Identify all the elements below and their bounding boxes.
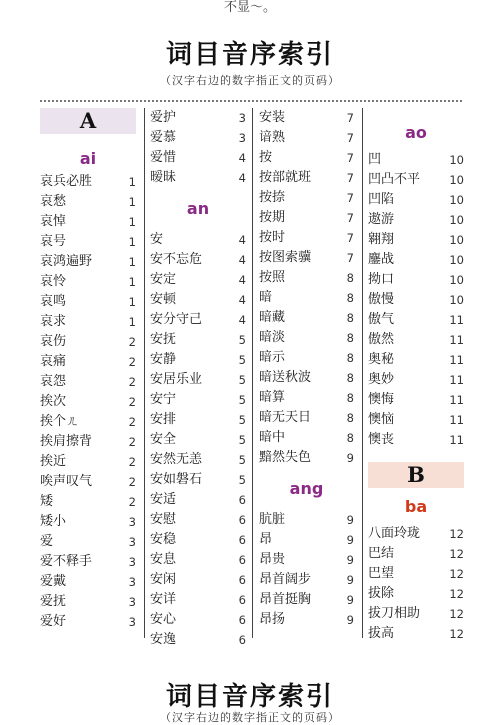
letter-header-b: B	[368, 462, 464, 488]
entry-page-number: 4	[238, 313, 246, 327]
entry-word: 安心	[150, 612, 177, 627]
entry-word: 矮	[40, 494, 54, 509]
entry-page-number: 11	[449, 353, 464, 367]
entry-page-number: 9	[346, 451, 354, 465]
entry-word: 傲慢	[368, 292, 395, 307]
index-entry	[150, 610, 246, 630]
entry-page-number: 9	[346, 613, 354, 627]
entry-page-number: 3	[128, 595, 136, 609]
entry-word: 懊丧	[368, 432, 395, 447]
index-entry	[40, 192, 136, 212]
entry-word: 安抚	[150, 332, 177, 347]
entry-word: 安息	[150, 552, 177, 567]
entry-page-number: 12	[449, 627, 464, 641]
entry-page-number: 11	[449, 413, 464, 427]
entry-word: 巴望	[368, 566, 395, 581]
previous-page-fragment: 不显～。	[223, 0, 276, 15]
index-entry	[40, 572, 136, 592]
index-entry	[259, 268, 354, 288]
index-entry	[368, 330, 464, 350]
entry-word: 肮脏	[259, 512, 286, 527]
entry-word: 谙熟	[259, 130, 286, 145]
index-entry	[40, 612, 136, 632]
index-entry	[368, 390, 464, 410]
entry-word: 暗藏	[259, 310, 286, 325]
entry-word: 安如磐石	[150, 472, 203, 487]
entry-page-number: 6	[238, 493, 246, 507]
entry-page-number: 7	[346, 131, 354, 145]
index-entry	[259, 248, 354, 268]
entry-word: 唉声叹气	[40, 474, 93, 489]
index-entry	[150, 630, 246, 650]
entry-page-number: 10	[449, 213, 464, 227]
entry-page-number: 10	[449, 153, 464, 167]
index-column-2	[150, 108, 246, 647]
entry-page-number: 5	[238, 413, 246, 427]
entry-page-number: 3	[128, 515, 136, 529]
entry-page-number: 7	[346, 231, 354, 245]
entry-page-number: 12	[449, 587, 464, 601]
entry-page-number: 2	[128, 335, 136, 349]
entry-word: 爱惜	[150, 150, 177, 165]
entry-word: 暗算	[259, 390, 286, 405]
entry-word: 按照	[259, 270, 286, 285]
index-entry	[259, 208, 354, 228]
index-entry	[368, 250, 464, 270]
entry-page-number: 2	[128, 415, 136, 429]
entry-word: 哀悼	[40, 214, 67, 229]
entry-page-number: 6	[238, 633, 246, 647]
column-divider	[252, 108, 253, 638]
index-entry	[259, 610, 354, 630]
entry-word: 安静	[150, 352, 177, 367]
entry-word: 凹陷	[368, 192, 395, 207]
entry-page-number: 2	[128, 375, 136, 389]
index-entry	[150, 450, 246, 470]
entry-page-number: 5	[238, 353, 246, 367]
entry-word: 昂	[259, 532, 273, 547]
entry-word: 安顿	[150, 292, 177, 307]
entry-page-number: 10	[449, 293, 464, 307]
entry-word: 按期	[259, 210, 286, 225]
entry-word: 哀鸣	[40, 294, 67, 309]
entry-page-number: 8	[346, 411, 354, 425]
entry-word: 傲然	[368, 332, 395, 347]
entry-page-number: 6	[238, 513, 246, 527]
entry-page-number: 11	[449, 373, 464, 387]
index-entry	[259, 510, 354, 530]
entry-word: 挨个ㄦ	[40, 414, 80, 429]
entry-page-number: 1	[128, 295, 136, 309]
entry-page-number: 12	[449, 567, 464, 581]
entry-page-number: 7	[346, 171, 354, 185]
column-divider	[362, 108, 363, 638]
index-entry	[368, 410, 464, 430]
entry-word: 安分守己	[150, 312, 203, 327]
index-entry	[40, 312, 136, 332]
entry-page-number: 11	[449, 393, 464, 407]
entry-page-number: 9	[346, 573, 354, 587]
entry-word: 爱抚	[40, 594, 67, 609]
entry-word: 暗无天日	[259, 410, 312, 425]
index-entry	[150, 230, 246, 250]
index-entry	[368, 430, 464, 450]
entry-word: 翱翔	[368, 232, 395, 247]
page-subtitle-repeat: （汉字右边的数字指正文的页码）	[160, 711, 340, 724]
index-entry	[368, 544, 464, 564]
index-entry	[259, 168, 354, 188]
entry-page-number: 9	[346, 513, 354, 527]
entry-page-number: 12	[449, 607, 464, 621]
entry-word: 按图索骥	[259, 250, 312, 265]
index-entry	[150, 128, 246, 148]
entry-page-number: 9	[346, 593, 354, 607]
index-entry	[150, 470, 246, 490]
dotted-divider	[40, 100, 462, 102]
entry-page-number: 12	[449, 547, 464, 561]
entry-word: 按时	[259, 230, 286, 245]
page-title: 词目音序索引	[165, 40, 334, 70]
entry-page-number: 10	[449, 173, 464, 187]
entry-word: 按	[259, 150, 273, 165]
index-entry	[259, 328, 354, 348]
syllable-header-an: an	[186, 199, 210, 218]
index-entry	[259, 550, 354, 570]
index-entry	[259, 348, 354, 368]
entry-page-number: 8	[346, 431, 354, 445]
index-entry	[259, 128, 354, 148]
entry-word: 安排	[150, 412, 177, 427]
entry-word: 拔刀相助	[368, 606, 421, 621]
entry-page-number: 2	[128, 495, 136, 509]
index-entry	[259, 148, 354, 168]
entry-page-number: 5	[238, 473, 246, 487]
entry-page-number: 3	[128, 555, 136, 569]
entry-word: 昂首阔步	[259, 572, 312, 587]
entry-page-number: 3	[128, 615, 136, 629]
entry-page-number: 4	[238, 293, 246, 307]
entry-page-number: 8	[346, 331, 354, 345]
index-entry	[259, 530, 354, 550]
entry-page-number: 6	[238, 573, 246, 587]
entry-page-number: 7	[346, 211, 354, 225]
index-entry	[40, 212, 136, 232]
index-entry	[259, 570, 354, 590]
index-entry	[259, 590, 354, 610]
entry-word: 哀怨	[40, 374, 67, 389]
entry-word: 凹	[368, 152, 382, 167]
index-entry	[259, 108, 354, 128]
entry-page-number: 8	[346, 391, 354, 405]
index-entry	[259, 228, 354, 248]
index-entry	[40, 392, 136, 412]
entry-word: 安逸	[150, 632, 177, 647]
index-entry	[40, 492, 136, 512]
entry-word: 拔高	[368, 626, 395, 641]
index-entry	[150, 570, 246, 590]
index-entry	[150, 168, 246, 188]
index-entry	[150, 290, 246, 310]
index-entry	[40, 332, 136, 352]
entry-word: 安然无恙	[150, 452, 203, 467]
entry-word: 哀兵必胜	[40, 174, 93, 189]
entry-word: 安	[150, 232, 164, 247]
entry-page-number: 1	[128, 275, 136, 289]
entry-page-number: 1	[128, 215, 136, 229]
index-entry	[40, 432, 136, 452]
index-entry	[259, 188, 354, 208]
entry-word: 懊恼	[368, 412, 395, 427]
entry-page-number: 7	[346, 151, 354, 165]
entry-word: 按部就班	[259, 170, 312, 185]
entry-word: 八面玲珑	[368, 526, 421, 541]
index-entry	[368, 584, 464, 604]
index-entry	[40, 532, 136, 552]
entry-page-number: 10	[449, 193, 464, 207]
index-entry	[40, 352, 136, 372]
entry-page-number: 5	[238, 373, 246, 387]
entry-word: 爱好	[40, 614, 67, 629]
entry-word: 哀求	[40, 314, 67, 329]
entry-page-number: 8	[346, 371, 354, 385]
entry-word: 昂贵	[259, 552, 286, 567]
index-entry	[150, 530, 246, 550]
index-entry	[40, 412, 136, 432]
syllable-header-ang: ang	[289, 479, 324, 498]
entry-word: 哀号	[40, 234, 67, 249]
entry-word: 哀痛	[40, 354, 67, 369]
entry-word: 暗送秋波	[259, 370, 312, 385]
entry-word: 哀伤	[40, 334, 67, 349]
entry-page-number: 6	[238, 593, 246, 607]
index-entry	[40, 272, 136, 292]
entry-word: 暗示	[259, 350, 286, 365]
entry-word: 遨游	[368, 212, 395, 227]
entry-word: 安全	[150, 432, 177, 447]
entry-word: 按捺	[259, 190, 286, 205]
index-entry	[40, 512, 136, 532]
index-entry	[259, 388, 354, 408]
entry-word: 爱戴	[40, 574, 67, 589]
entry-word: 奥秘	[368, 352, 395, 367]
index-entry	[368, 230, 464, 250]
entry-page-number: 2	[128, 435, 136, 449]
entry-page-number: 11	[449, 313, 464, 327]
entry-page-number: 4	[238, 273, 246, 287]
entry-word: 矮小	[40, 514, 67, 529]
entry-page-number: 3	[238, 111, 246, 125]
letter-header-a: A	[40, 108, 136, 134]
entry-page-number: 8	[346, 271, 354, 285]
entry-word: 挨肩擦背	[40, 434, 93, 449]
index-entry	[368, 564, 464, 584]
index-entry	[259, 308, 354, 328]
entry-word: 爱	[40, 534, 54, 549]
entry-page-number: 3	[128, 575, 136, 589]
entry-word: 奥妙	[368, 372, 395, 387]
index-entry	[368, 524, 464, 544]
entry-word: 挨近	[40, 454, 67, 469]
page-title-repeat: 词目音序索引	[165, 682, 334, 712]
index-entry	[40, 452, 136, 472]
entry-word: 哀怜	[40, 274, 67, 289]
index-entry	[150, 350, 246, 370]
syllable-header-ai: ai	[79, 149, 97, 168]
entry-page-number: 2	[128, 475, 136, 489]
entry-page-number: 8	[346, 291, 354, 305]
index-entry	[368, 150, 464, 170]
index-entry	[40, 592, 136, 612]
index-entry	[368, 210, 464, 230]
entry-page-number: 1	[128, 175, 136, 189]
index-entry	[40, 472, 136, 492]
entry-page-number: 6	[238, 553, 246, 567]
entry-word: 巴结	[368, 546, 395, 561]
index-entry	[368, 624, 464, 644]
entry-word: 安居乐业	[150, 372, 203, 387]
entry-word: 安装	[259, 110, 286, 125]
entry-page-number: 4	[238, 151, 246, 165]
entry-word: 安宁	[150, 392, 177, 407]
index-entry	[368, 270, 464, 290]
entry-page-number: 5	[238, 453, 246, 467]
index-entry	[259, 428, 354, 448]
entry-page-number: 4	[238, 253, 246, 267]
entry-word: 哀愁	[40, 194, 67, 209]
entry-word: 拔除	[368, 586, 395, 601]
entry-page-number: 1	[128, 315, 136, 329]
index-entry	[40, 552, 136, 572]
entry-page-number: 5	[238, 433, 246, 447]
index-entry	[150, 370, 246, 390]
index-entry	[40, 232, 136, 252]
entry-word: 安闲	[150, 572, 177, 587]
index-column-1	[40, 108, 136, 640]
column-divider	[144, 108, 145, 638]
index-entry	[150, 510, 246, 530]
entry-page-number: 5	[238, 333, 246, 347]
entry-word: 鏖战	[368, 252, 395, 267]
entry-word: 安慰	[150, 512, 177, 527]
entry-page-number: 2	[128, 455, 136, 469]
index-entry	[150, 550, 246, 570]
entry-word: 哀鸿遍野	[40, 254, 93, 269]
entry-page-number: 4	[238, 233, 246, 247]
entry-word: 昂扬	[259, 612, 286, 627]
index-entry	[150, 330, 246, 350]
entry-word: 安不忘危	[150, 252, 203, 267]
entry-word: 爱不释手	[40, 554, 93, 569]
entry-page-number: 10	[449, 233, 464, 247]
entry-word: 安适	[150, 492, 177, 507]
entry-page-number: 7	[346, 251, 354, 265]
entry-page-number: 1	[128, 255, 136, 269]
entry-page-number: 6	[238, 613, 246, 627]
index-entry	[150, 310, 246, 330]
entry-word: 暗淡	[259, 330, 286, 345]
index-entry	[150, 390, 246, 410]
entry-page-number: 8	[346, 311, 354, 325]
entry-page-number: 12	[449, 527, 464, 541]
index-entry	[259, 368, 354, 388]
index-entry	[259, 288, 354, 308]
index-entry	[150, 490, 246, 510]
entry-page-number: 3	[128, 535, 136, 549]
index-entry	[150, 430, 246, 450]
entry-word: 爱护	[150, 110, 177, 125]
index-entry	[150, 148, 246, 168]
index-entry	[259, 448, 354, 468]
index-entry	[40, 172, 136, 192]
index-entry	[150, 590, 246, 610]
index-entry	[368, 170, 464, 190]
entry-word: 爱慕	[150, 130, 177, 145]
entry-page-number: 11	[449, 333, 464, 347]
entry-word: 拗口	[368, 272, 395, 287]
entry-page-number: 1	[128, 195, 136, 209]
entry-word: 傲气	[368, 312, 395, 327]
entry-word: 安详	[150, 592, 177, 607]
entry-page-number: 8	[346, 351, 354, 365]
page-subtitle: （汉字右边的数字指正文的页码）	[160, 74, 340, 87]
entry-page-number: 7	[346, 111, 354, 125]
entry-word: 暧昧	[150, 170, 177, 185]
entry-page-number: 3	[238, 131, 246, 145]
entry-page-number: 2	[128, 395, 136, 409]
index-entry	[368, 190, 464, 210]
entry-word: 懊悔	[368, 392, 395, 407]
index-entry	[150, 270, 246, 290]
entry-word: 安稳	[150, 532, 177, 547]
index-entry	[150, 108, 246, 128]
entry-page-number: 9	[346, 553, 354, 567]
entry-word: 暗中	[259, 430, 286, 445]
entry-page-number: 5	[238, 393, 246, 407]
entry-word: 凹凸不平	[368, 172, 421, 187]
entry-page-number: 10	[449, 273, 464, 287]
index-entry	[368, 290, 464, 310]
syllable-header-ao: ao	[405, 123, 427, 142]
entry-page-number: 10	[449, 253, 464, 267]
index-entry	[40, 252, 136, 272]
entry-page-number: 9	[346, 533, 354, 547]
index-entry	[368, 310, 464, 330]
entry-word: 安定	[150, 272, 177, 287]
entry-page-number: 7	[346, 191, 354, 205]
syllable-header-ba: ba	[404, 497, 428, 516]
index-entry	[150, 250, 246, 270]
index-entry	[368, 604, 464, 624]
entry-page-number: 1	[128, 235, 136, 249]
index-entry	[150, 410, 246, 430]
entry-word: 挨次	[40, 394, 67, 409]
index-column-4	[368, 108, 464, 640]
entry-page-number: 2	[128, 355, 136, 369]
entry-word: 暗	[259, 290, 273, 305]
index-entry	[259, 408, 354, 428]
index-entry	[368, 370, 464, 390]
entry-word: 黯然失色	[259, 450, 312, 465]
entry-page-number: 6	[238, 533, 246, 547]
entry-page-number: 4	[238, 171, 246, 185]
index-entry	[368, 350, 464, 370]
index-entry	[40, 292, 136, 312]
index-entry	[40, 372, 136, 392]
index-column-3	[259, 108, 354, 640]
entry-word: 昂首挺胸	[259, 592, 312, 607]
entry-page-number: 11	[449, 433, 464, 447]
